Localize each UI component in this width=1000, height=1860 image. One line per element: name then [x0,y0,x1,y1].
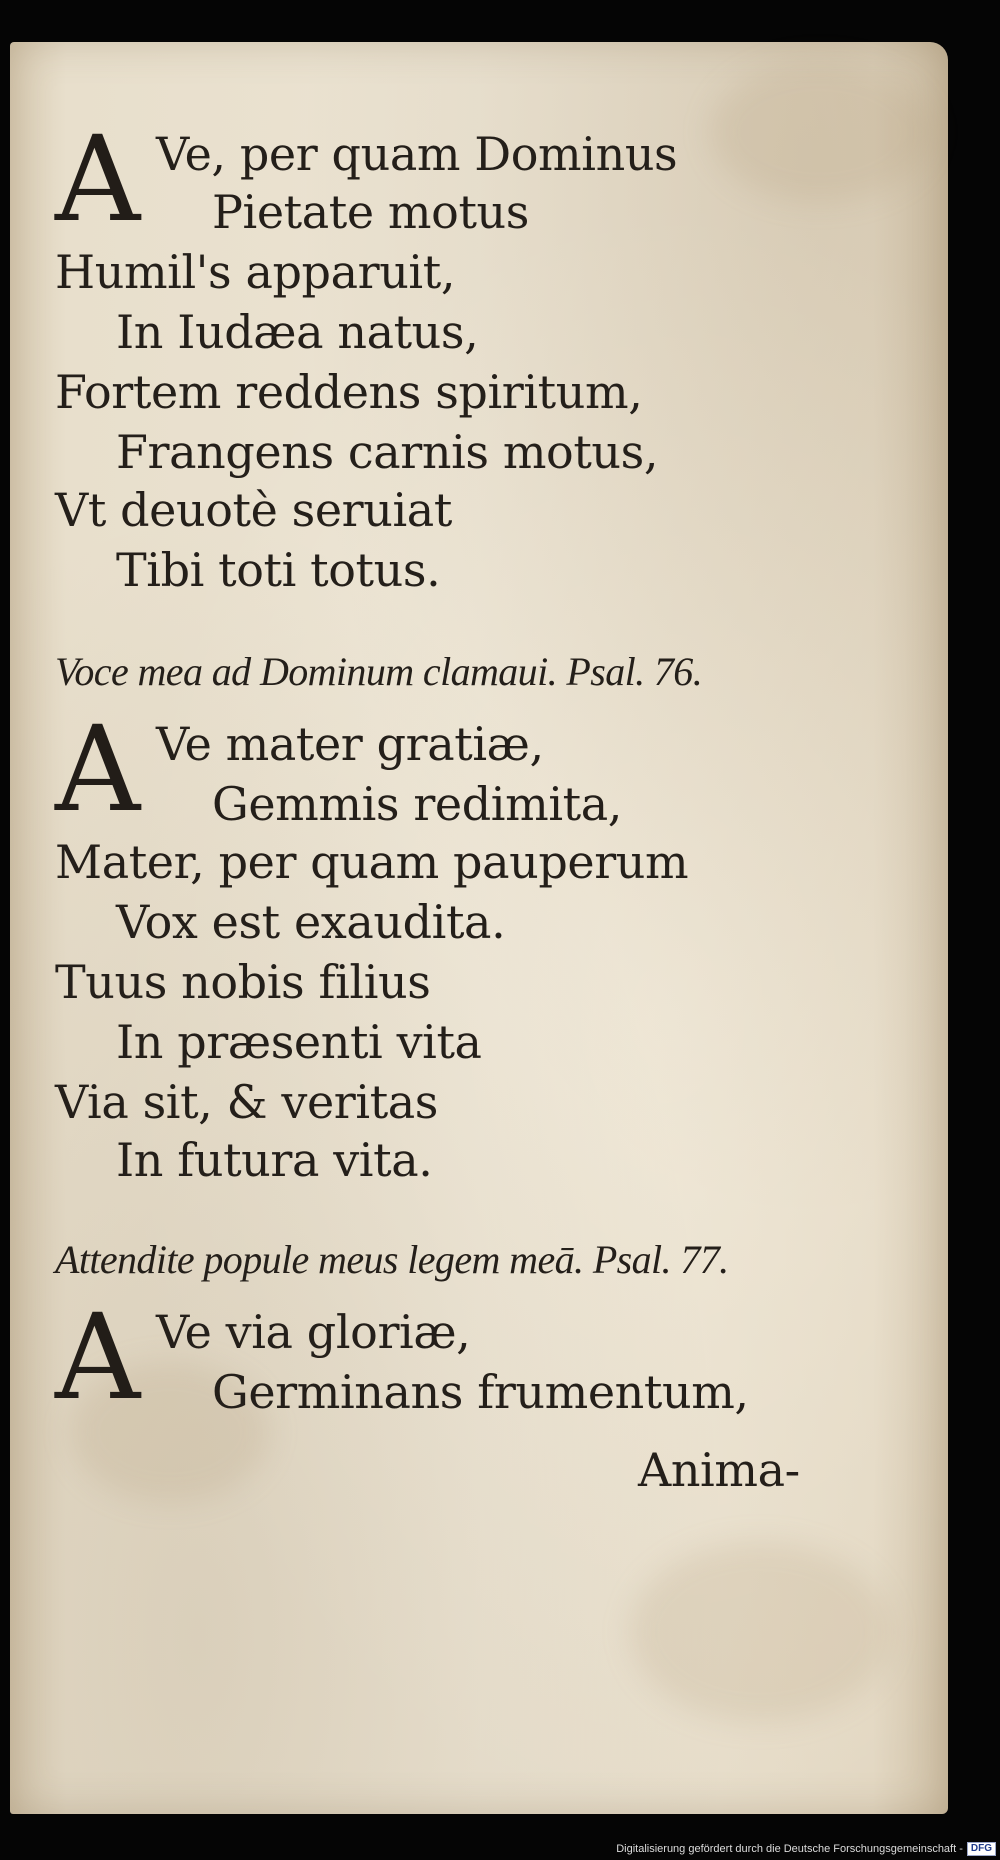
verse-line: In præsenti vita [116,1015,482,1069]
verse-line: Humil's apparuit, [55,245,456,299]
page-text [10,42,948,1814]
catchword: Anima- [638,1443,800,1497]
psalm-reference: Attendite popule meus legem meā. Psal. 77. [55,1237,729,1282]
drop-cap: A [55,1288,141,1426]
credit-text: Digitalisierung gefördert durch die Deutsche Forschungsgemeinschaft - [616,1843,963,1855]
drop-cap: A [55,700,141,838]
verse-line: Ve via gloriæ, [156,1305,471,1359]
verse-line: Vt deuotè seruiat [55,483,452,537]
verse-line: Ve mater gratiæ, [156,717,544,771]
psalm-reference: Voce mea ad Dominum clamaui. Psal. 76. [55,649,703,694]
paper-page [10,42,948,1814]
verse-line: Via sit, & veritas [55,1075,439,1129]
verse-line: Germinans frumentum, [212,1365,749,1419]
verse-line: Ve, per quam Dominus [156,127,678,181]
verse-line: Fortem reddens spiritum, [55,365,643,419]
verse-line: Frangens carnis motus, [116,425,659,479]
verse-line: In Iudæa natus, [116,305,479,359]
verse-line: Vox est exaudita. [116,895,506,949]
digitization-credit [616,1842,996,1856]
verse-line: Tuus nobis filius [55,955,431,1009]
verse-line: In futura vita. [116,1133,433,1187]
dfg-logo: DFG [967,1842,996,1856]
verse-line: Pietate motus [212,185,529,239]
drop-cap: A [55,110,141,248]
verse-line: Tibi toti totus. [116,543,441,597]
verse-line: Gemmis redimita, [212,777,622,831]
verse-line: Mater, per quam pauperum [55,835,689,889]
